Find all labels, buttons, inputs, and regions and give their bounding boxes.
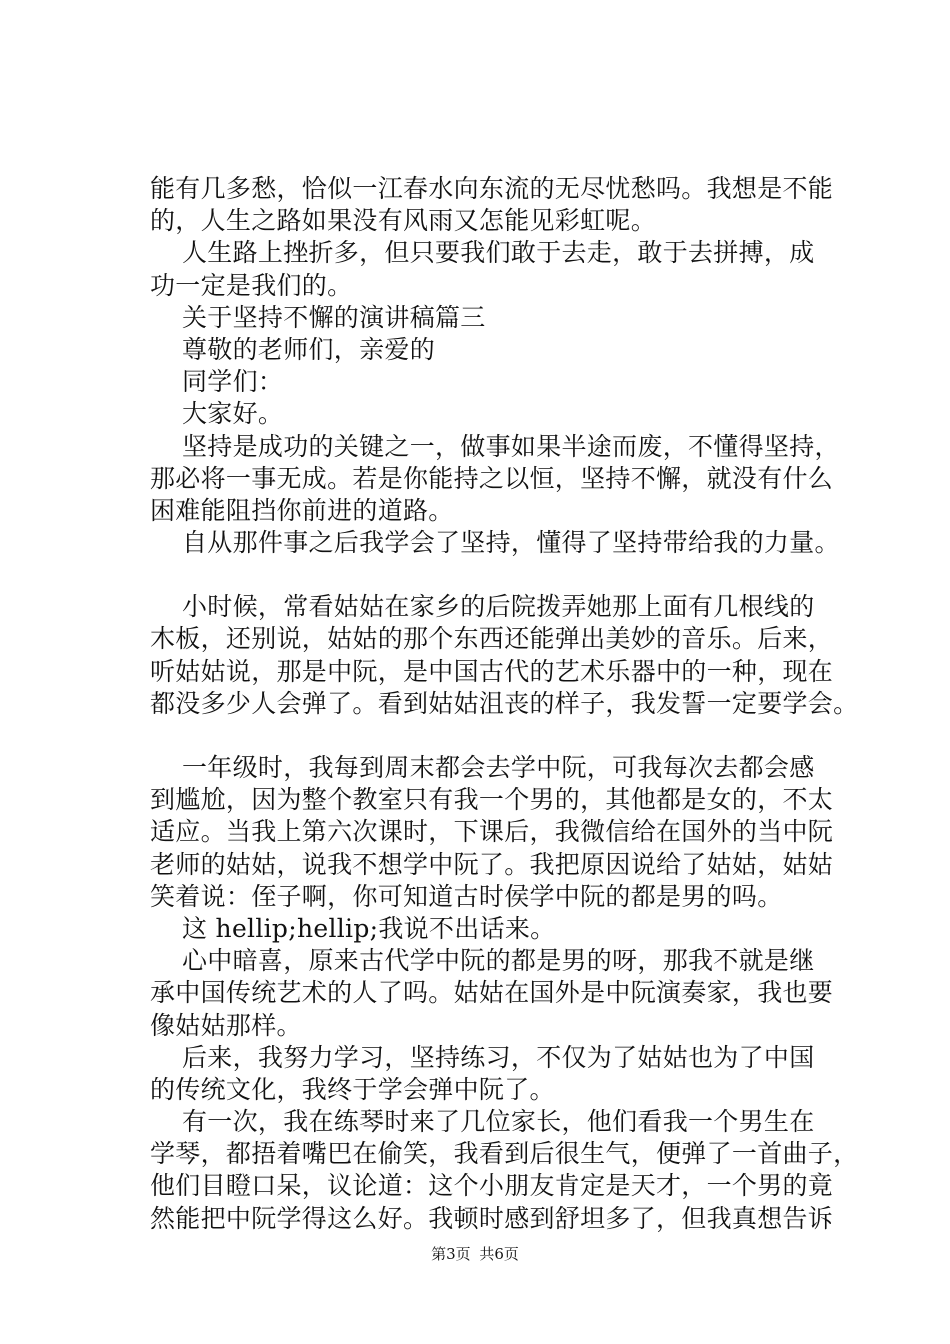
text-line: 大家好。 (182, 399, 284, 429)
text-line: 能有几多愁，恰似一江春水向东流的无尽忧愁吗。我想是不能 (150, 174, 834, 203)
text-line: 适应。当我上第六次课时，下课后，我微信给在国外的当中阮 (150, 817, 834, 847)
text-line: 心中暗喜，原来古代学中阮的都是男的呀，那我不就是继 (182, 946, 815, 976)
text-line: 后来，我努力学习，坚持练习，不仅为了姑姑也为了中国 (182, 1042, 815, 1072)
paragraph-gap (150, 559, 850, 591)
document-body (150, 173, 859, 1235)
text-line: 像姑姑那样。 (150, 1010, 302, 1040)
text-line: 他们目瞪口呆，议论道：这个小朋友肯定是天才，一个男的竟 (150, 1171, 834, 1201)
page-total: 共6页 (479, 1245, 519, 1263)
text-line: 然能把中阮学得这么好。我顿时感到舒坦多了，但我真想告诉 (150, 1203, 834, 1233)
text-line: 自从那件事之后我学会了坚持，懂得了坚持带给我的力量。 (182, 528, 840, 558)
text-line: 老师的姑姑，说我不想学中阮了。我把原因说给了姑姑，姑姑 (150, 849, 834, 879)
text-line: 同学们： (182, 367, 284, 397)
text-line: 那必将一事无成。若是你能持之以恒，坚持不懈，就没有什么 (150, 463, 834, 493)
text-line: 这 hellip;hellip;我说不出话来。 (182, 913, 556, 943)
paragraph-gap (150, 720, 850, 752)
page-number: 第3页 (431, 1245, 471, 1263)
text-line: 小时候，常看姑姑在家乡的后院拨弄她那上面有几根线的 (182, 592, 815, 622)
text-line: 坚持是成功的关键之一，做事如果半途而废，不懂得坚持， (182, 431, 840, 461)
text-line: 有一次，我在练琴时来了几位家长，他们看我一个男生在 (182, 1107, 815, 1137)
text-line: 的，人生之路如果没有风雨又怎能见彩虹呢。 (150, 206, 657, 236)
text-line: 木板，还别说，姑姑的那个东西还能弹出美妙的音乐。后来， (150, 624, 834, 654)
text-line: 承中国传统艺术的人了吗。姑姑在国外是中阮演奏家，我也要 (150, 978, 834, 1008)
text-line: 人生路上挫折多，但只要我们敢于去走，敢于去拼搏，成 (182, 238, 815, 268)
page-footer (0, 1244, 950, 1264)
text-line: 听姑姑说，那是中阮，是中国古代的艺术乐器中的一种，现在 (150, 656, 834, 686)
text-line: 都没多少人会弹了。看到姑姑沮丧的样子，我发誓一定要学会。 (150, 688, 859, 718)
text-line: 一年级时，我每到周末都会去学中阮，可我每次去都会感 (182, 753, 815, 782)
text-line: 到尴尬，因为整个教室只有我一个男的，其他都是女的，不太 (150, 785, 834, 815)
text-line: 功一定是我们的。 (150, 270, 353, 300)
text-line: 笑着说：侄子啊，你可知道古时侯学中阮的都是男的吗。 (150, 881, 783, 911)
text-line: 困难能阻挡你前进的道路。 (150, 495, 454, 525)
section-heading: 关于坚持不懈的演讲稿篇三 (182, 302, 486, 332)
text-line: 尊敬的老师们，亲爱的 (182, 334, 436, 364)
text-line: 学琴，都捂着嘴巴在偷笑，我看到后很生气，便弹了一首曲子， (150, 1139, 859, 1169)
text-line: 的传统文化，我终于学会弹中阮了。 (150, 1074, 555, 1104)
